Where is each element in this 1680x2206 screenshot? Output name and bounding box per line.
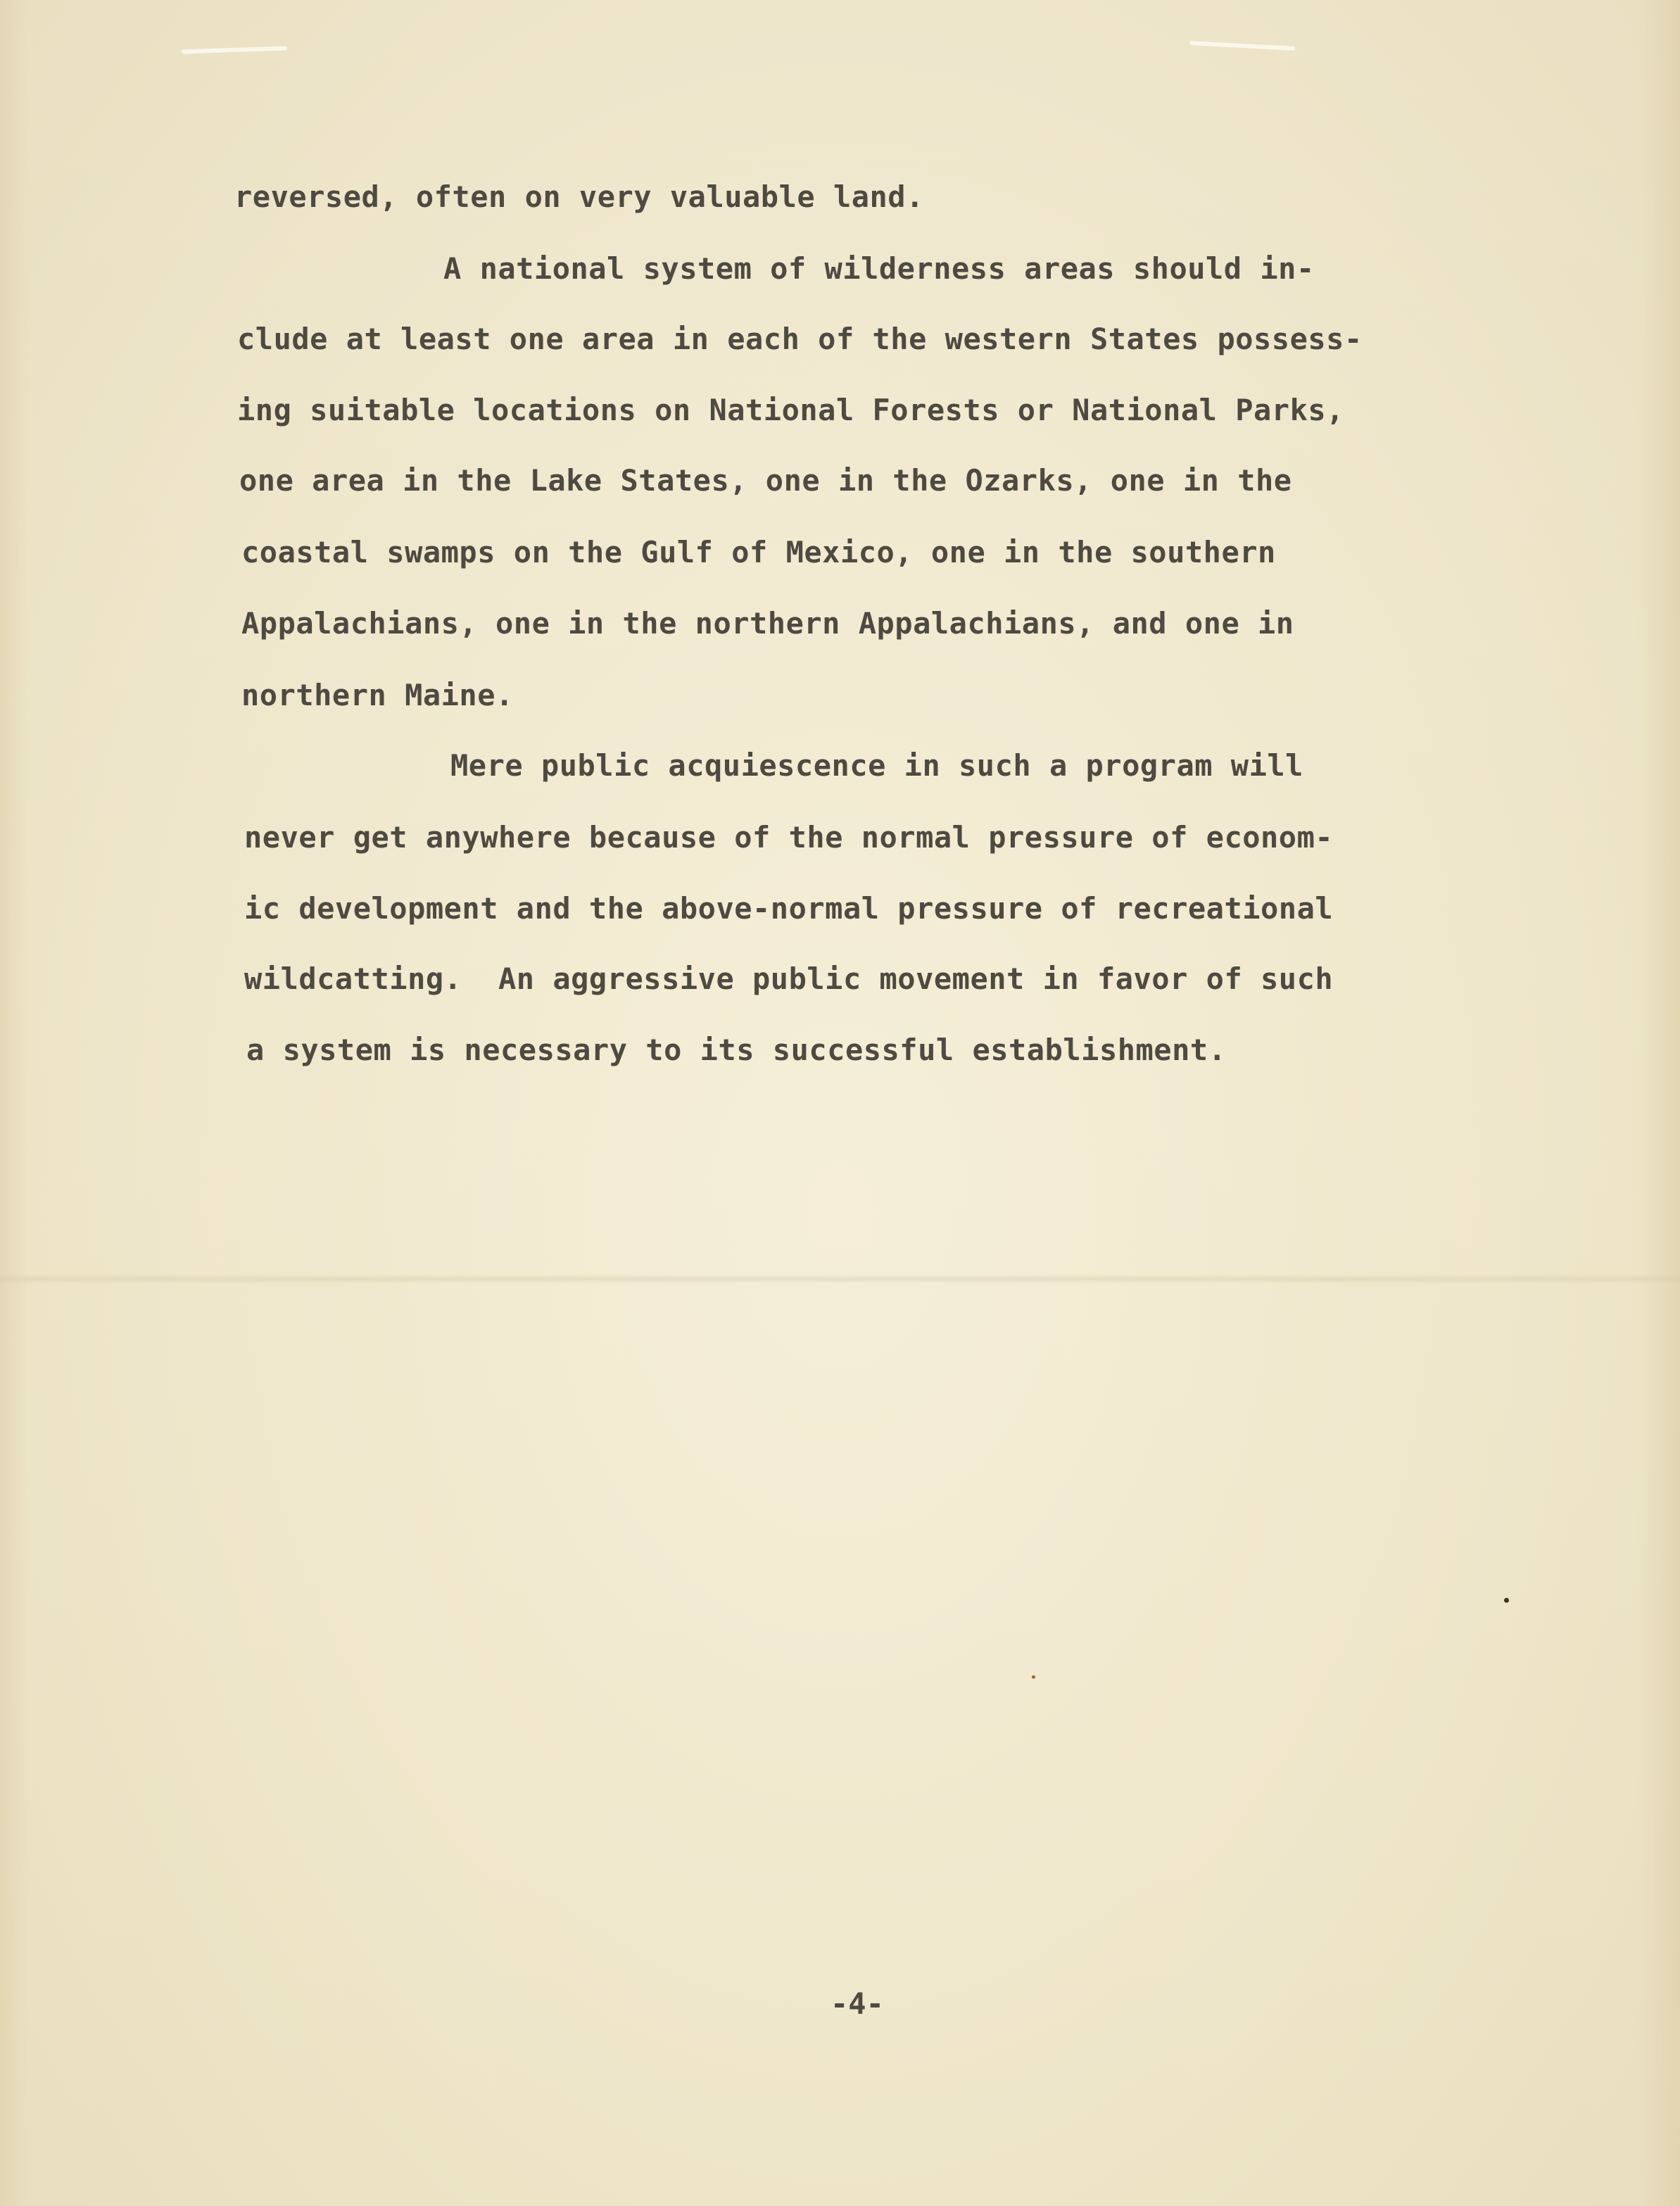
- text-line: wildcatting. An aggressive public movement in favor of such: [244, 962, 1334, 996]
- text-line: a system is necessary to its successful establishment.: [246, 1033, 1227, 1067]
- page-number: -4-: [830, 1986, 884, 2021]
- paper-edge-left: [0, 0, 28, 2206]
- paper-fold: [0, 1274, 1680, 1284]
- paper-edge-right: [1638, 0, 1680, 2206]
- text-line: clude at least one area in each of the western States possess-: [237, 322, 1363, 356]
- text-line: ing suitable locations on National Forests or National Parks,: [237, 393, 1344, 427]
- paper-tear-left: [182, 46, 287, 53]
- ink-speck: [1032, 1675, 1035, 1679]
- text-line: Mere public acquiescence in such a program will: [450, 748, 1303, 783]
- text-line: A national system of wilderness areas should in-: [443, 251, 1315, 286]
- text-line: northern Maine.: [241, 678, 514, 712]
- text-line: Appalachians, one in the northern Appalachians, and one in: [241, 606, 1294, 641]
- text-line: one area in the Lake States, one in the Ozarks, one in the: [239, 463, 1292, 498]
- text-line: never get anywhere because of the normal pressure of econom-: [244, 820, 1334, 855]
- ink-speck: [1504, 1598, 1509, 1603]
- text-line: reversed, often on very valuable land.: [234, 179, 924, 214]
- text-line: ic development and the above-normal pressure of recreational: [244, 891, 1334, 926]
- paper-tear-right: [1189, 41, 1295, 51]
- text-line: coastal swamps on the Gulf of Mexico, one in the southern: [241, 535, 1276, 569]
